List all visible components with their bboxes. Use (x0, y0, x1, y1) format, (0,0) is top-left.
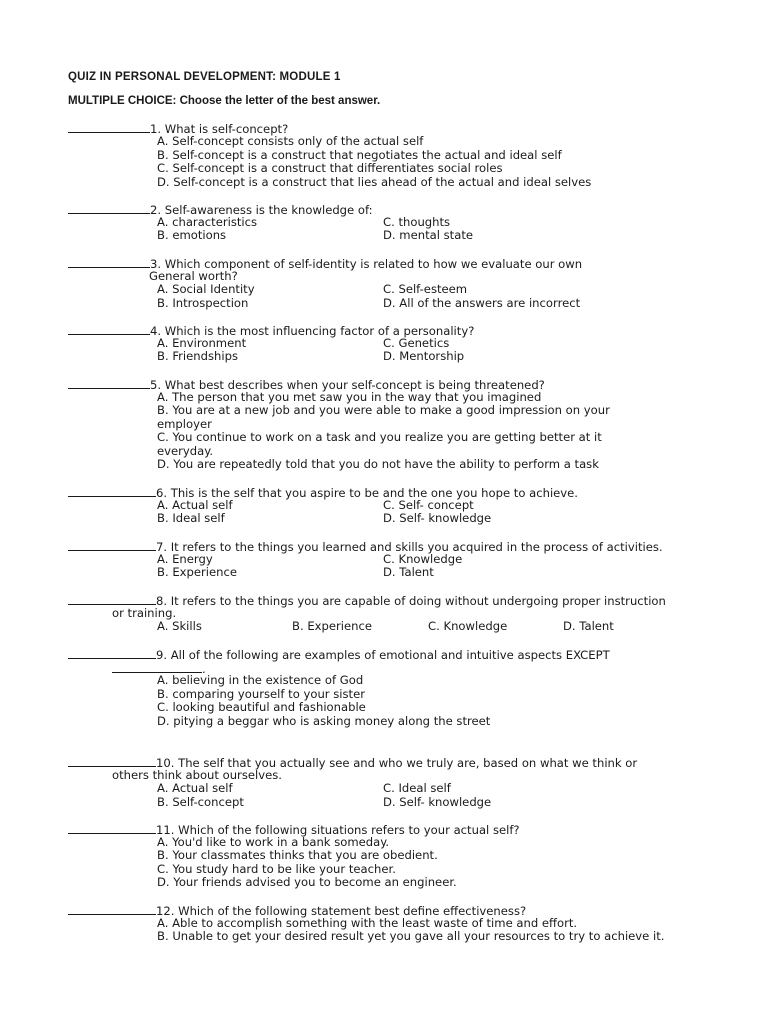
option: D. Talent (383, 565, 434, 579)
answer-blank-11[interactable] (68, 822, 156, 834)
option: B. You are at a new job and you were able to make a good impression on your (157, 403, 610, 417)
option: B. Your classmates thinks that you are obedient. (157, 848, 438, 862)
question-3: 3. Which component of self-identity is related to how we evaluate our own (68, 256, 582, 272)
option: A. Social Identity (157, 282, 255, 296)
option: A. You'd like to work in a bank someday. (157, 834, 390, 849)
answer-blank-2[interactable] (68, 202, 150, 214)
option: B. Experience (292, 619, 372, 633)
option: B. Unable to get your desired result yet you gave all your resources to try to achieve it. (157, 929, 665, 943)
option: D. Mentorship (383, 349, 465, 363)
option: B. Introspection (157, 295, 249, 310)
option: A. Actual self (157, 497, 233, 512)
answer-blank-7[interactable] (68, 539, 156, 551)
option: C. Knowledge (428, 619, 508, 633)
option: C. Self- concept (383, 497, 474, 512)
option: A. Actual self (157, 781, 233, 795)
option: B. emotions (157, 228, 227, 242)
answer-blank-3[interactable] (68, 256, 150, 268)
option: C. looking beautiful and fashionable (157, 700, 366, 714)
option: D. You are repeatedly told that you do not have the ability to perform a task (157, 457, 599, 471)
option: A. Environment (157, 335, 247, 350)
question-3-continued: General worth? (149, 268, 238, 283)
option: B. comparing yourself to your sister (157, 686, 365, 701)
option: C. Ideal self (383, 781, 451, 795)
question-11: 11. Which of the following situations refers to your actual self? (68, 822, 520, 838)
question-5: 5. What best describes when your self-concept is being threatened? (68, 377, 545, 393)
question-10: 10. The self that you actually see and who we truly are, based on what we think or (68, 755, 637, 771)
option: B. Ideal self (157, 511, 225, 525)
question-9-blank-line: . (112, 661, 206, 677)
option: D. pitying a beggar who is asking money along the street (157, 713, 491, 728)
answer-blank-1[interactable] (68, 121, 150, 133)
option: B. Self-concept is a construct that negotiates the actual and ideal self (157, 147, 562, 162)
option: A. characteristics (157, 214, 258, 229)
option: D. Talent (563, 619, 614, 633)
option: D. Self- knowledge (383, 511, 492, 525)
option-continued: employer (157, 416, 212, 431)
option: A. believing in the existence of God (157, 673, 364, 687)
question-7: 7. It refers to the things you learned and skills you acquired in the process of activities. (68, 539, 663, 555)
option: D. mental state (383, 228, 473, 242)
option: C. thoughts (383, 214, 451, 229)
option: D. All of the answers are incorrect (383, 295, 581, 310)
option: C. You study hard to be like your teacher. (157, 861, 396, 876)
option: C. You continue to work on a task and you realize you are getting better at it (157, 430, 602, 444)
fill-in-blank[interactable] (112, 661, 202, 673)
question-10-continued: others think about ourselves. (112, 767, 282, 782)
option: A. Able to accomplish something with the least waste of time and effort. (157, 915, 578, 930)
question-8: 8. It refers to the things you are capable of doing without undergoing proper instruction (68, 593, 666, 609)
question-9: 9. All of the following are examples of emotional and intuitive aspects EXCEPT (68, 647, 610, 663)
option: A. Self-concept consists only of the actual self (157, 134, 424, 148)
question-8-continued: or training. (112, 605, 177, 620)
option: B. Experience (157, 565, 237, 579)
option: B. Self-concept (157, 794, 244, 809)
option: D. Self- knowledge (383, 794, 492, 809)
answer-blank-9[interactable] (68, 647, 156, 659)
option: C. Self-concept is a construct that differentiates social roles (157, 161, 503, 175)
answer-blank-4[interactable] (68, 323, 150, 335)
answer-blank-6[interactable] (68, 485, 156, 497)
answer-blank-5[interactable] (68, 377, 150, 389)
answer-blank-12[interactable] (68, 903, 156, 915)
option: D. Your friends advised you to become an engineer. (157, 875, 457, 889)
question-12: 12. Which of the following statement best define effectiveness? (68, 903, 526, 919)
instructions: MULTIPLE CHOICE: Choose the letter of the best answer. (68, 95, 381, 107)
page-title: QUIZ IN PERSONAL DEVELOPMENT: MODULE 1 (68, 71, 341, 83)
question-4: 4. Which is the most influencing factor of a personality? (68, 323, 474, 339)
option: A. The person that you met saw you in the way that you imagined (157, 389, 542, 404)
option-continued: everyday. (157, 443, 214, 458)
option: C. Self-esteem (383, 282, 468, 296)
option: D. Self-concept is a construct that lies ahead of the actual and ideal selves (157, 174, 592, 189)
question-6: 6. This is the self that you aspire to be and the one you hope to achieve. (68, 485, 578, 501)
option: C. Knowledge (383, 551, 463, 566)
option: C. Genetics (383, 335, 450, 350)
option: A. Energy (157, 551, 213, 566)
question-2: 2. Self-awareness is the knowledge of: (68, 202, 373, 218)
option: A. Skills (157, 619, 202, 633)
option: B. Friendships (157, 349, 238, 363)
answer-blank-10[interactable] (68, 755, 156, 767)
question-1: 1. What is self-concept? (68, 121, 288, 137)
answer-blank-8[interactable] (68, 593, 156, 605)
